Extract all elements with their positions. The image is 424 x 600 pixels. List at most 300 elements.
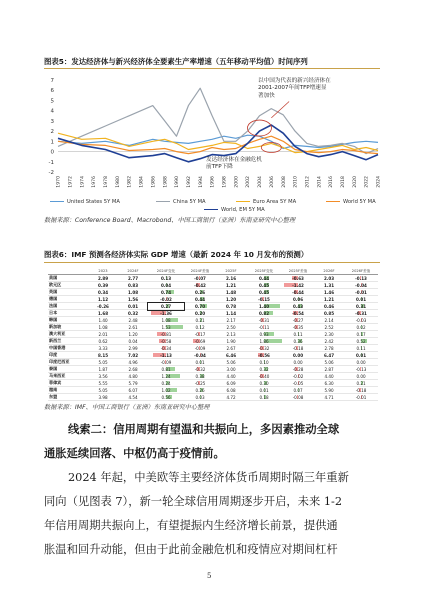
y-tick-label: -1 <box>48 159 54 166</box>
table-cell: 5.06 <box>314 359 344 366</box>
table-row <box>48 394 378 401</box>
table-cell <box>148 331 184 338</box>
table-cell-value: 0.03 <box>195 394 205 400</box>
table-cell <box>184 331 216 338</box>
table-cell-value: -0.15 <box>258 296 270 302</box>
x-tick-label: 2002 <box>246 176 252 188</box>
table-cell-value: -0.18 <box>292 345 304 351</box>
table-cell-value: -0.01 <box>355 394 367 400</box>
table-cell: 8.15 <box>88 352 118 359</box>
table-cell-value: -1.42 <box>292 282 304 288</box>
table-cell: 6.46 <box>216 352 246 359</box>
y-tick-label: 7 <box>50 78 54 84</box>
table-cell: 2.30 <box>314 331 344 338</box>
table-cell: 3.98 <box>88 394 118 401</box>
table-cell-value: -0.32 <box>194 366 206 372</box>
legend-swatch-world-em <box>204 209 218 210</box>
table-header-cell: 2025F变化 <box>246 268 282 275</box>
x-tick-label: 2024 <box>376 176 382 188</box>
body-paragraph-heading: 线索二：信用周期有望温和共振向上，多因素推动全球 <box>68 422 340 436</box>
table-cell-value: -0.35 <box>292 324 304 330</box>
table-cell: 2.48 <box>118 317 148 324</box>
series-line-us <box>58 135 378 148</box>
table-cell: 0.85 <box>314 310 344 317</box>
table-row <box>48 380 378 387</box>
table-cell-value: -0.04 <box>355 282 367 288</box>
table-cell-value: -0.01 <box>355 289 367 295</box>
table-cell <box>184 296 216 303</box>
table-cell <box>246 366 282 373</box>
table-cell <box>344 359 378 366</box>
table-row <box>48 338 378 345</box>
table-cell: 2.03 <box>314 275 344 282</box>
table-cell-value: -0.58 <box>160 338 172 344</box>
table-cell <box>282 366 314 373</box>
y-tick-label: 0 <box>50 149 54 156</box>
table-cell-value: 0.36 <box>293 338 303 344</box>
table-cell-value: 0.74 <box>160 289 172 295</box>
table-cell-value: 1.02 <box>161 387 171 393</box>
table-cell-value: -0.25 <box>194 380 206 386</box>
x-tick-label: 1994 <box>198 176 204 188</box>
x-tick-label: 2006 <box>269 176 275 188</box>
table-cell-value: 0.31 <box>355 303 367 309</box>
body-line-3: 2024 年起，中美欧等主要经济体货币周期时隔三年重新 <box>68 471 349 484</box>
table-header-cell: 2026F差值 <box>344 268 378 275</box>
table-cell: 5.90 <box>314 387 344 394</box>
figure5-source: 数据来源：Conference Board、Macrobond、中国工商银行（亚洲）东南亚研究中心整理 <box>44 217 296 224</box>
table-cell: 5.55 <box>88 380 118 387</box>
figure6-source: 数据来源：IMF、中国工商银行（亚洲）东南亚研究中心整理 <box>44 404 210 411</box>
table-cell-value: -0.07 <box>194 275 206 281</box>
table-cell: 2.52 <box>314 324 344 331</box>
table-cell <box>282 352 314 359</box>
table-row <box>48 303 378 310</box>
figure6-title: 图表6：IMF 预测各经济体实际 GDP 增速（最新 2024 年 10 月发布的预测） <box>44 250 309 259</box>
table-cell <box>344 296 378 303</box>
table-cell-value: 0.10 <box>259 359 269 365</box>
figure6-rule <box>44 262 380 263</box>
table-cell-value: 0.52 <box>356 338 366 344</box>
x-tick-label: 2020 <box>352 176 358 188</box>
body-line-5: 年信用周期共振向上，有望提振内生经济增长前景，提供通 <box>44 519 338 532</box>
x-tick-label: 1996 <box>210 176 216 188</box>
table-cell <box>344 331 378 338</box>
table-cell <box>282 317 314 324</box>
table-cell: 0.83 <box>118 282 148 289</box>
table-cell <box>246 310 282 317</box>
table-cell: 2.87 <box>314 366 344 373</box>
table-row-label: 菲律宾 <box>48 380 88 387</box>
table-cell-value: 0.07 <box>293 387 303 393</box>
table-cell <box>344 303 378 310</box>
table-cell-value: -0.17 <box>194 331 206 337</box>
table-cell: 7.02 <box>118 352 148 359</box>
table-row-label: 英国 <box>48 289 88 296</box>
table-cell-value: 0.17 <box>356 331 366 337</box>
table-row <box>48 324 378 331</box>
table-cell <box>184 373 216 380</box>
table-cell <box>282 331 314 338</box>
table-cell-value: 0.04 <box>160 282 172 288</box>
table-cell-value: 1.53 <box>161 324 171 330</box>
table-cell <box>184 359 216 366</box>
x-tick-label: 1976 <box>92 176 98 188</box>
table-cell: 4.72 <box>216 394 246 401</box>
table-cell-value: 0.06 <box>292 296 304 302</box>
table-cell-value: 0.00 <box>356 373 366 379</box>
gdp-forecast-table <box>48 268 378 401</box>
table-cell <box>148 338 184 345</box>
table-cell-value: -0.03 <box>355 317 367 323</box>
table-cell <box>184 352 216 359</box>
legend-label-euro: Euro Area 5Y MA <box>253 199 297 205</box>
table-cell: 2.99 <box>118 345 148 352</box>
x-tick-label: 1990 <box>175 176 181 188</box>
table-cell-value: -0.04 <box>194 352 206 358</box>
table-cell-value: 0.45 <box>258 282 270 288</box>
table-cell: 1.20 <box>216 296 246 303</box>
table-row <box>48 345 378 352</box>
table-cell-value: -0.13 <box>355 275 367 281</box>
table-cell: 2.17 <box>216 317 246 324</box>
table-cell <box>344 317 378 324</box>
legend-item-world <box>326 199 376 205</box>
table-cell-value: -0.13 <box>355 366 367 372</box>
table-cell <box>184 282 216 289</box>
y-tick-label: 5 <box>50 98 54 105</box>
table-cell: 1.87 <box>88 366 118 373</box>
table-cell: 3.56 <box>88 373 118 380</box>
table-cell-value: -0.31 <box>355 310 367 316</box>
legend-label-world: World 5Y MA <box>343 199 376 205</box>
table-cell <box>148 359 184 366</box>
table-cell: 6.30 <box>314 380 344 387</box>
table-cell-value: -0.02 <box>292 373 304 379</box>
table-cell: 2.67 <box>216 345 246 352</box>
x-tick-label: 2000 <box>234 176 240 188</box>
table-row <box>48 331 378 338</box>
table-cell <box>246 282 282 289</box>
table-cell: 1.21 <box>216 282 246 289</box>
table-row-label: 法国 <box>48 303 88 310</box>
table-header-cell: 2026F <box>314 268 344 275</box>
x-tick-label: 2018 <box>341 176 347 188</box>
body-line-6: 胀温和回升动能，但由于此前金融危机和疫情应对期间杠杆 <box>44 543 338 556</box>
table-cell: 2.77 <box>118 275 148 282</box>
table-row <box>48 317 378 324</box>
table-cell: 1.20 <box>118 331 148 338</box>
page-number: 5 <box>207 572 212 580</box>
table-cell-value: 0.13 <box>160 275 172 281</box>
x-tick-label: 1986 <box>151 176 157 188</box>
table-cell <box>246 289 282 296</box>
table-row <box>48 289 378 296</box>
table-cell <box>344 373 378 380</box>
table-cell-value: 0.00 <box>293 359 303 365</box>
table-cell <box>344 338 378 345</box>
table-cell-value: 1.24 <box>161 373 171 379</box>
table-cell-value: 0.43 <box>292 303 304 309</box>
table-row-label: 日本 <box>48 310 88 317</box>
table-cell-value: 0.93 <box>259 331 269 337</box>
table-cell-value: -0.09 <box>194 345 206 351</box>
table-cell <box>148 282 184 289</box>
table-cell: 4.40 <box>216 373 246 380</box>
table-cell-value: -0.54 <box>292 310 304 316</box>
table-cell: 1.21 <box>314 296 344 303</box>
y-tick-label: -2 <box>48 170 54 176</box>
table-row <box>48 296 378 303</box>
table-cell <box>246 387 282 394</box>
table-cell <box>148 324 184 331</box>
table-cell-value: 0.18 <box>259 394 269 400</box>
x-tick-label: 1974 <box>80 176 86 188</box>
table-cell <box>246 317 282 324</box>
x-tick-label: 2022 <box>364 176 370 188</box>
table-cell <box>148 303 184 310</box>
table-cell-value: 1.40 <box>258 303 270 309</box>
table-row <box>48 310 378 317</box>
x-tick-label: 1970 <box>56 176 62 188</box>
y-tick-label: 1 <box>50 139 54 146</box>
table-row-label: 新西兰 <box>48 338 88 345</box>
table-cell: 1.90 <box>216 338 246 345</box>
table-cell: 2.13 <box>216 331 246 338</box>
table-cell: 1.31 <box>314 282 344 289</box>
legend-swatch-world <box>326 201 340 202</box>
legend-item-world-em <box>204 207 265 213</box>
y-tick-label: 3 <box>50 118 54 125</box>
table-cell: 1.68 <box>88 310 118 317</box>
table-cell <box>184 317 216 324</box>
table-cell: 3.00 <box>216 366 246 373</box>
table-cell: 1.48 <box>216 289 246 296</box>
table-cell: 4.71 <box>314 394 344 401</box>
table-cell <box>148 275 184 282</box>
x-tick-label: 1998 <box>222 176 228 188</box>
table-row-label: 泰国 <box>48 366 88 373</box>
table-cell-value: -0.63 <box>292 275 304 281</box>
table-cell: 1.46 <box>314 289 344 296</box>
table-cell-value: 0.45 <box>258 289 270 295</box>
table-cell <box>184 366 216 373</box>
table-cell <box>184 387 216 394</box>
table-cell: 6.09 <box>216 380 246 387</box>
table-header-cell: 2025F差值 <box>282 268 314 275</box>
table-cell <box>246 359 282 366</box>
table-cell <box>184 310 216 317</box>
table-cell <box>184 324 216 331</box>
table-cell <box>246 338 282 345</box>
table-cell <box>184 345 216 352</box>
x-tick-label: 2016 <box>329 176 335 188</box>
table-cell: 5.79 <box>118 380 148 387</box>
table-cell: 0.04 <box>118 338 148 345</box>
table-cell <box>344 352 378 359</box>
table-cell <box>184 289 216 296</box>
x-tick-label: 1982 <box>127 176 133 188</box>
annotation-emerging-tfp: 以中国为代表的新兴经济体在2001-2007年间TFP增速显著加快 <box>258 78 331 99</box>
table-cell-value: 0.01 <box>195 359 205 365</box>
x-tick-label: 1980 <box>115 176 121 188</box>
table-cell: -0.26 <box>88 303 118 310</box>
body-paragraph-heading-cont: 通胀延续回落、中枢仍高于疫情前。 <box>44 446 225 460</box>
table-cell <box>246 352 282 359</box>
table-body <box>48 275 378 401</box>
x-tick-label: 1984 <box>139 176 145 188</box>
table-row <box>48 352 378 359</box>
table-cell-value: 0.30 <box>259 380 269 386</box>
table-cell-value: -0.69 <box>194 338 206 344</box>
table-cell: 0.39 <box>88 282 118 289</box>
table-cell <box>344 310 378 317</box>
table-cell-value: 0.24 <box>161 380 171 386</box>
table-cell-value: -0.08 <box>292 394 304 400</box>
x-tick-label: 1978 <box>104 176 110 188</box>
x-tick-label: 2012 <box>305 176 311 188</box>
table-row <box>48 359 378 366</box>
y-tick-label: 4 <box>50 108 54 115</box>
body-line-4: 同向（见图表 7），新一轮全球信用周期逐步开启，未来 1-2 <box>44 495 343 508</box>
table-cell-value: 0.32 <box>259 366 269 372</box>
legend-label-us: United States 5Y MA <box>67 199 120 205</box>
table-row <box>48 275 378 282</box>
table-cell-value: 1.08 <box>161 317 171 323</box>
table-cell <box>184 275 216 282</box>
table-cell: 6.08 <box>216 387 246 394</box>
table-row-label: 韩国 <box>48 317 88 324</box>
annotation-circle-em <box>247 120 271 136</box>
table-cell <box>148 387 184 394</box>
table-cell-value: 0.26 <box>195 387 205 393</box>
table-cell <box>148 380 184 387</box>
table-cell <box>282 338 314 345</box>
table-cell-value: 0.01 <box>259 387 269 393</box>
annotation-developed-tfp: 发达经济体在金融危机前TFP下降 <box>206 157 262 171</box>
table-row-label: 印度尼西亚 <box>48 359 88 366</box>
table-cell-value: 0.00 <box>292 352 304 358</box>
table-cell <box>148 394 184 401</box>
table-cell: 2.01 <box>88 331 118 338</box>
table-row <box>48 373 378 380</box>
table-cell <box>184 394 216 401</box>
x-tick-label: 2004 <box>258 176 264 188</box>
table-cell: 3.33 <box>88 345 118 352</box>
table-cell-value: 0.02 <box>356 324 366 330</box>
x-tick-label: 2014 <box>317 176 323 188</box>
table-cell-value: 0.27 <box>160 303 172 309</box>
table-row <box>48 387 378 394</box>
table-cell <box>246 380 282 387</box>
table-cell <box>344 345 378 352</box>
table-row-label: 美国 <box>48 275 88 282</box>
table-cell-value: -0.18 <box>355 387 367 393</box>
table-cell: 4.54 <box>118 394 148 401</box>
table-cell: 5.05 <box>88 387 118 394</box>
table-cell <box>148 296 184 303</box>
table-cell <box>344 366 378 373</box>
table-cell: 2.61 <box>118 324 148 331</box>
table-cell <box>148 345 184 352</box>
table-cell: 5.05 <box>88 359 118 366</box>
y-tick-label: 6 <box>50 88 54 95</box>
table-cell-value: 0.44 <box>258 275 270 281</box>
table-cell <box>148 289 184 296</box>
table-cell-value: 0.70 <box>194 303 206 309</box>
table-cell: 2.50 <box>216 324 246 331</box>
table-cell <box>246 324 282 331</box>
table-cell-value: -1.13 <box>160 352 172 358</box>
legend-item-euro <box>236 199 296 205</box>
table-row <box>48 366 378 373</box>
x-tick-label: 1992 <box>186 176 192 188</box>
x-tick-label: 1972 <box>68 176 74 188</box>
table-cell: 1.40 <box>88 317 118 324</box>
table-cell-value: -0.05 <box>292 380 304 386</box>
table-cell <box>246 331 282 338</box>
table-cell: 4.96 <box>118 359 148 366</box>
table-cell: 6.07 <box>118 387 148 394</box>
table-cell-value: 0.21 <box>356 380 366 386</box>
table-cell <box>282 394 314 401</box>
table-header-cell: 2023 <box>88 268 118 275</box>
table-cell: 4.40 <box>314 373 344 380</box>
table-cell-value: 0.82 <box>258 310 270 316</box>
table-cell-value: 0.44 <box>194 296 206 302</box>
table-cell: 2.78 <box>314 345 344 352</box>
table-cell-value: 0.01 <box>355 352 367 358</box>
table-row-label: 德国 <box>48 296 88 303</box>
table-cell <box>282 289 314 296</box>
y-tick-label: 2 <box>50 129 54 136</box>
table-cell: 0.01 <box>118 303 148 310</box>
table-cell <box>344 380 378 387</box>
table-row-label: 印度 <box>48 352 88 359</box>
table-cell: 1.56 <box>118 296 148 303</box>
table-cell-value: -0.31 <box>258 317 270 323</box>
table-cell-value: 0.56 <box>161 394 171 400</box>
table-row-label: 越南 <box>48 387 88 394</box>
table-cell-value: 0.11 <box>293 331 303 337</box>
table-cell <box>148 366 184 373</box>
table-cell: 2.16 <box>216 275 246 282</box>
table-cell: 0.46 <box>314 303 344 310</box>
table-cell <box>282 282 314 289</box>
legend-swatch-us <box>50 201 64 202</box>
table-cell <box>282 324 314 331</box>
x-tick-label: 1988 <box>163 176 169 188</box>
table-cell-value: -0.27 <box>292 317 304 323</box>
table-row-label: 马来西亚 <box>48 373 88 380</box>
table-header-cell: 2024F差值 <box>184 268 216 275</box>
table-cell-value: 0.01 <box>355 296 367 302</box>
table-cell: 6.47 <box>314 352 344 359</box>
table-cell: 1.14 <box>216 310 246 317</box>
table-cell <box>344 387 378 394</box>
table-header-cell: 2024F <box>118 268 148 275</box>
table-cell <box>282 359 314 366</box>
table-cell <box>344 289 378 296</box>
table-cell <box>344 282 378 289</box>
table-cell-value: -0.40 <box>258 373 270 379</box>
table-cell <box>148 317 184 324</box>
table-cell: 2.68 <box>118 366 148 373</box>
table-row <box>48 282 378 289</box>
legend-item-us <box>50 199 120 205</box>
table-header-cell: 2025F <box>216 268 246 275</box>
table-cell <box>184 303 216 310</box>
